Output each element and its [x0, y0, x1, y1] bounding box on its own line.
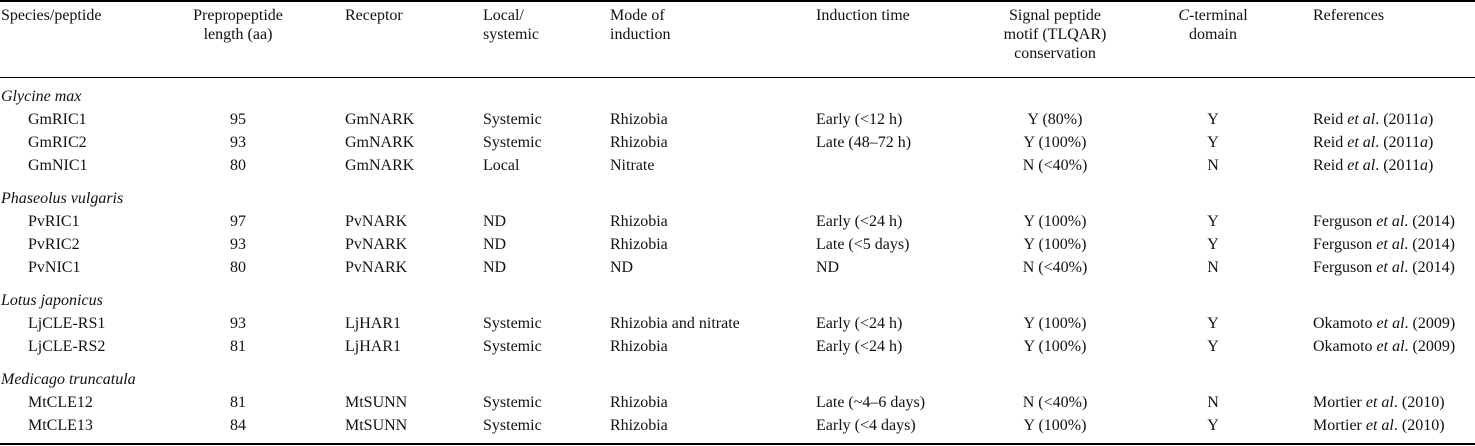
header-induction-time	[816, 6, 910, 25]
reference-ref-c: . (2011	[1375, 111, 1420, 128]
cell-mode: Rhizobia	[610, 213, 668, 230]
cell-local: Systemic	[483, 338, 542, 355]
reference-ref-a: Mortier	[1313, 417, 1362, 434]
header-cterm-italic: C	[1178, 7, 1190, 24]
cell-receptor: GmNARK	[345, 111, 415, 128]
reference-ref-c: . (2014)	[1404, 236, 1455, 253]
cell-signal: Y (80%)	[1027, 111, 1083, 128]
reference-ref-b: et al	[1376, 338, 1405, 355]
cell-reference	[1313, 156, 1433, 175]
cell-cterm: N	[1207, 259, 1219, 276]
cell-signal: N (<40%)	[1022, 394, 1088, 411]
species-heading: Phaseolus vulgaris	[1, 190, 124, 207]
cell-signal: Y (100%)	[1023, 236, 1087, 253]
cell-mode: Rhizobia	[610, 134, 668, 151]
cell-cterm: Y	[1207, 417, 1219, 434]
reference-ref-a: Mortier	[1313, 394, 1362, 411]
header-local-line-2: systemic	[483, 26, 539, 43]
cell-time: ND	[816, 259, 840, 276]
reference-ref-b: et al	[1376, 259, 1405, 276]
reference-ref-c: . (2010)	[1393, 417, 1445, 434]
cell-mode: Rhizobia	[610, 111, 668, 128]
header-rule	[0, 77, 1475, 78]
species-heading: Glycine max	[1, 88, 82, 105]
cell-mode: Rhizobia	[610, 394, 668, 411]
reference-ref-c: . (2011	[1375, 134, 1420, 151]
cell-time: Early (<24 h)	[816, 315, 903, 332]
reference-ref-b: et al	[1365, 417, 1394, 434]
cell-length: 93	[230, 134, 246, 151]
bottom-rule	[0, 443, 1475, 445]
cell-length: 93	[230, 315, 246, 332]
cell-cterm: N	[1207, 394, 1219, 411]
cell-mode: Rhizobia and nitrate	[610, 315, 740, 332]
header-signal-line-2: motif (TLQAR)	[1003, 26, 1107, 43]
cell-peptide: PvRIC1	[28, 213, 80, 230]
header-length-line-1: Prepropeptide	[193, 7, 283, 24]
header-species-peptide	[1, 6, 101, 25]
reference-ref-b: et al	[1376, 236, 1405, 253]
cell-cterm: Y	[1207, 315, 1219, 332]
cell-cterm: Y	[1207, 213, 1219, 230]
cell-peptide: PvRIC2	[28, 236, 80, 253]
header-signal-peptide	[990, 6, 1120, 63]
cell-reference	[1313, 393, 1445, 412]
reference-ref-a: Reid	[1313, 111, 1344, 128]
reference-ref-e: )	[1427, 111, 1434, 128]
reference-ref-b: et al	[1376, 315, 1405, 332]
cell-reference	[1313, 110, 1433, 129]
cell-peptide: LjCLE-RS2	[28, 338, 106, 355]
reference-ref-c: . (2014)	[1404, 213, 1455, 230]
header-species-line-1: Species/peptide	[1, 7, 102, 24]
species-heading: Lotus japonicus	[1, 292, 103, 309]
cell-receptor: GmNARK	[345, 134, 415, 151]
reference-ref-a: Ferguson	[1313, 213, 1373, 230]
cell-reference	[1313, 258, 1455, 277]
cell-signal: N (<40%)	[1022, 157, 1088, 174]
cell-local: Systemic	[483, 111, 542, 128]
reference-ref-c: . (2011	[1375, 157, 1420, 174]
cell-mode: Nitrate	[610, 157, 655, 174]
cell-signal: Y (100%)	[1023, 417, 1087, 434]
cell-local: Systemic	[483, 394, 542, 411]
header-mode-line-2: induction	[610, 26, 671, 43]
cell-receptor: PvNARK	[345, 236, 408, 253]
cell-cterm: Y	[1207, 338, 1219, 355]
cell-length: 97	[230, 213, 246, 230]
header-cterm-line-2: domain	[1189, 26, 1237, 43]
cell-local: ND	[483, 236, 507, 253]
cell-reference	[1313, 314, 1455, 333]
header-time-line-1: Induction time	[816, 7, 910, 24]
cell-receptor: PvNARK	[345, 259, 408, 276]
reference-ref-a: Ferguson	[1313, 259, 1373, 276]
cell-local: Systemic	[483, 417, 542, 434]
header-mode-of-induction	[610, 6, 670, 44]
reference-ref-a: Reid	[1313, 134, 1344, 151]
reference-ref-b: et al	[1347, 111, 1376, 128]
cell-local: ND	[483, 259, 507, 276]
reference-ref-c: . (2014)	[1404, 259, 1455, 276]
cell-peptide: GmRIC1	[28, 111, 87, 128]
cell-length: 81	[230, 338, 246, 355]
reference-ref-e: )	[1427, 134, 1434, 151]
cell-local: Systemic	[483, 315, 542, 332]
header-refs-line-1: References	[1313, 7, 1385, 24]
reference-ref-b: et al	[1347, 157, 1376, 174]
cell-time: Early (<24 h)	[816, 213, 903, 230]
header-c-terminal-domain	[1170, 6, 1256, 44]
header-mode-line-1: Mode of	[610, 7, 665, 24]
cell-time: Early (<24 h)	[816, 338, 903, 355]
cell-reference	[1313, 416, 1445, 435]
top-rule	[0, 0, 1475, 2]
reference-ref-c: . (2009)	[1404, 338, 1456, 355]
cell-mode: Rhizobia	[610, 236, 668, 253]
cell-peptide: GmNIC1	[28, 157, 88, 174]
cell-peptide: MtCLE12	[28, 394, 93, 411]
cell-peptide: PvNIC1	[28, 259, 81, 276]
cell-signal: Y (100%)	[1023, 315, 1087, 332]
cell-peptide: GmRIC2	[28, 134, 87, 151]
cell-length: 84	[230, 417, 246, 434]
reference-ref-d: a	[1419, 157, 1428, 174]
cell-reference	[1313, 235, 1455, 254]
cell-local: ND	[483, 213, 507, 230]
cell-cterm: N	[1207, 157, 1219, 174]
cell-mode: ND	[610, 259, 634, 276]
cell-time: Late (~4–6 days)	[816, 394, 926, 411]
reference-ref-b: et al	[1365, 394, 1394, 411]
cell-cterm: Y	[1207, 236, 1219, 253]
cell-signal: Y (100%)	[1023, 338, 1087, 355]
cell-time: Early (<4 days)	[816, 417, 916, 434]
cell-signal: N (<40%)	[1022, 259, 1088, 276]
cell-time: Early (<12 h)	[816, 111, 903, 128]
cell-receptor: PvNARK	[345, 213, 408, 230]
cell-signal: Y (100%)	[1023, 134, 1087, 151]
cell-peptide: LjCLE-RS1	[28, 315, 106, 332]
header-signal-line-1: Signal peptide	[1009, 7, 1101, 24]
cell-length: 93	[230, 236, 246, 253]
cell-length: 95	[230, 111, 246, 128]
cell-local: Local	[483, 157, 520, 174]
reference-ref-a: Reid	[1313, 157, 1344, 174]
reference-ref-b: et al	[1347, 134, 1376, 151]
header-prepropeptide-length	[178, 6, 298, 44]
cell-receptor: GmNARK	[345, 157, 415, 174]
cell-peptide: MtCLE13	[28, 417, 93, 434]
cell-length: 80	[230, 259, 246, 276]
cell-reference	[1313, 337, 1455, 356]
reference-ref-a: Okamoto	[1313, 315, 1373, 332]
reference-ref-b: et al	[1376, 213, 1405, 230]
header-local-line-1: Local/	[483, 7, 524, 24]
cell-mode: Rhizobia	[610, 417, 668, 434]
cell-mode: Rhizobia	[610, 338, 668, 355]
reference-ref-c: . (2009)	[1404, 315, 1456, 332]
cell-cterm: Y	[1207, 111, 1219, 128]
header-receptor-line-1: Receptor	[345, 7, 403, 24]
cell-receptor: MtSUNN	[345, 394, 408, 411]
cell-receptor: LjHAR1	[345, 315, 401, 332]
header-length-line-2: length (aa)	[203, 26, 273, 43]
header-receptor	[345, 6, 403, 25]
cell-time: Late (48–72 h)	[816, 134, 912, 151]
header-local-systemic	[483, 6, 539, 44]
cell-reference	[1313, 212, 1455, 231]
species-heading: Medicago truncatula	[1, 371, 136, 388]
header-cterm-line-1	[1170, 6, 1256, 25]
reference-ref-d: a	[1419, 134, 1428, 151]
header-signal-line-3: conservation	[1014, 45, 1096, 62]
cell-length: 81	[230, 394, 246, 411]
cell-local: Systemic	[483, 134, 542, 151]
reference-ref-a: Okamoto	[1313, 338, 1373, 355]
header-cterm-rest: -terminal	[1189, 7, 1248, 24]
reference-ref-c: . (2010)	[1393, 394, 1445, 411]
reference-ref-e: )	[1427, 157, 1434, 174]
cell-time: Late (<5 days)	[816, 236, 910, 253]
cell-receptor: LjHAR1	[345, 338, 401, 355]
header-references	[1313, 6, 1384, 25]
reference-ref-a: Ferguson	[1313, 236, 1373, 253]
reference-ref-d: a	[1419, 111, 1428, 128]
cell-reference	[1313, 133, 1433, 152]
cell-length: 80	[230, 157, 246, 174]
cell-receptor: MtSUNN	[345, 417, 408, 434]
cell-cterm: Y	[1207, 134, 1219, 151]
cell-signal: Y (100%)	[1023, 213, 1087, 230]
